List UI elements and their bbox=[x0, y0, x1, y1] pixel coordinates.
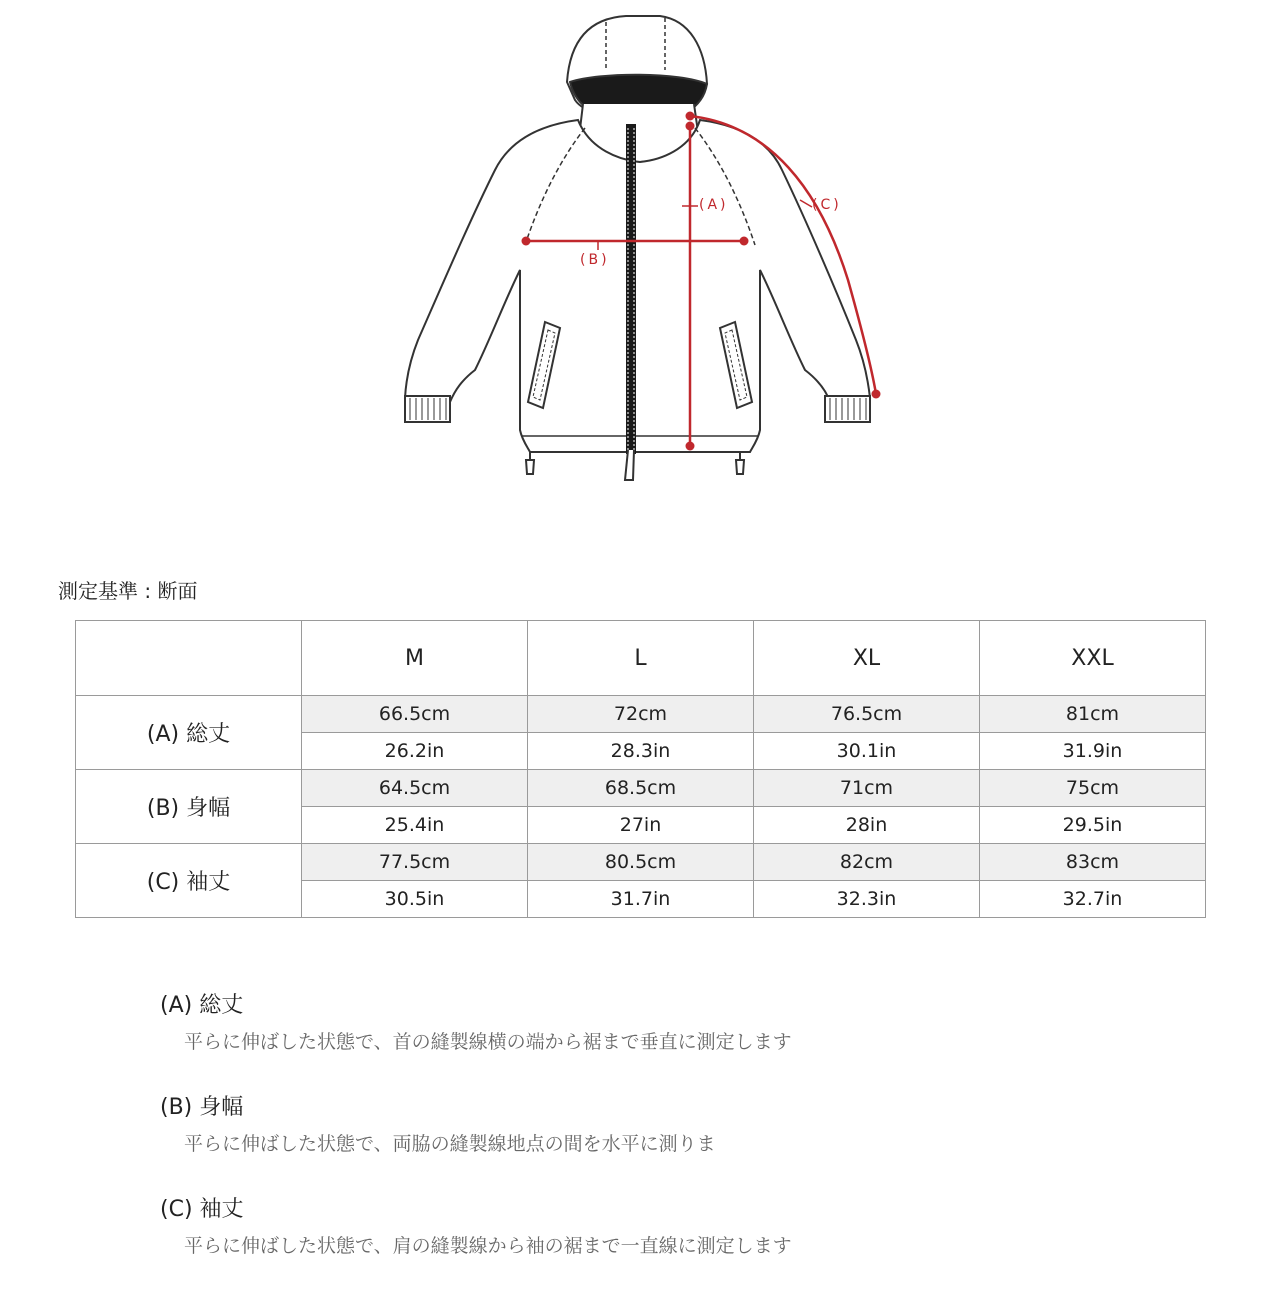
row-label: (B) 身幅 bbox=[76, 770, 302, 844]
row-label: (A) 総丈 bbox=[76, 696, 302, 770]
measure-basis: 測定基準 : 断面 bbox=[58, 579, 198, 603]
size-table bbox=[75, 620, 1206, 918]
cell-cm: 71cm bbox=[754, 770, 980, 807]
cell-in: 32.3in bbox=[754, 881, 980, 918]
cell-in: 28.3in bbox=[528, 733, 754, 770]
table-row bbox=[76, 770, 1206, 807]
cell-in: 28in bbox=[754, 807, 980, 844]
note-c bbox=[160, 1194, 1160, 1296]
table-row bbox=[76, 696, 1206, 733]
cell-in: 27in bbox=[528, 807, 754, 844]
cell-cm: 72cm bbox=[528, 696, 754, 733]
cell-cm: 75cm bbox=[980, 770, 1206, 807]
note-b bbox=[160, 1092, 1160, 1194]
size-header: XL bbox=[754, 621, 980, 696]
jacket-body bbox=[405, 120, 870, 452]
toggle-right bbox=[736, 452, 744, 474]
note-title: (C) 袖丈 bbox=[160, 1197, 244, 1222]
jacket-illustration bbox=[0, 0, 1280, 500]
note-desc: 平らに伸ばした状態で、両脇の縫製線地点の間を水平に測りま bbox=[184, 1133, 716, 1155]
cell-in: 30.1in bbox=[754, 733, 980, 770]
label-c: (C) bbox=[812, 197, 842, 213]
cell-in: 25.4in bbox=[302, 807, 528, 844]
note-a bbox=[160, 990, 1160, 1092]
cell-cm: 66.5cm bbox=[302, 696, 528, 733]
cell-in: 32.7in bbox=[980, 881, 1206, 918]
cell-cm: 80.5cm bbox=[528, 844, 754, 881]
note-desc: 平らに伸ばした状態で、肩の縫製線から袖の裾まで一直線に測定します bbox=[184, 1235, 792, 1257]
jacket-drawing bbox=[405, 16, 870, 480]
cell-in: 29.5in bbox=[980, 807, 1206, 844]
toggle-left bbox=[526, 452, 534, 474]
cell-cm: 76.5cm bbox=[754, 696, 980, 733]
zipper-pull bbox=[625, 450, 634, 480]
cell-in: 26.2in bbox=[302, 733, 528, 770]
cell-cm: 77.5cm bbox=[302, 844, 528, 881]
cell-in: 31.9in bbox=[980, 733, 1206, 770]
table-row bbox=[76, 844, 1206, 881]
cell-cm: 64.5cm bbox=[302, 770, 528, 807]
size-header: M bbox=[302, 621, 528, 696]
cell-in: 30.5in bbox=[302, 881, 528, 918]
cell-cm: 83cm bbox=[980, 844, 1206, 881]
cell-cm: 81cm bbox=[980, 696, 1206, 733]
cell-cm: 82cm bbox=[754, 844, 980, 881]
size-header-row bbox=[76, 621, 1206, 696]
size-header: XXL bbox=[980, 621, 1206, 696]
label-a: (A) bbox=[699, 197, 729, 213]
cell-cm: 68.5cm bbox=[528, 770, 754, 807]
note-title: (A) 総丈 bbox=[160, 993, 244, 1018]
note-title: (B) 身幅 bbox=[160, 1095, 244, 1120]
size-header: L bbox=[528, 621, 754, 696]
label-b: (B) bbox=[580, 252, 610, 268]
measurement-notes bbox=[160, 990, 1160, 1296]
cell-in: 31.7in bbox=[528, 881, 754, 918]
row-label: (C) 袖丈 bbox=[76, 844, 302, 918]
header-empty bbox=[76, 621, 302, 696]
note-desc: 平らに伸ばした状態で、首の縫製線横の端から裾まで垂直に測定します bbox=[184, 1031, 792, 1053]
